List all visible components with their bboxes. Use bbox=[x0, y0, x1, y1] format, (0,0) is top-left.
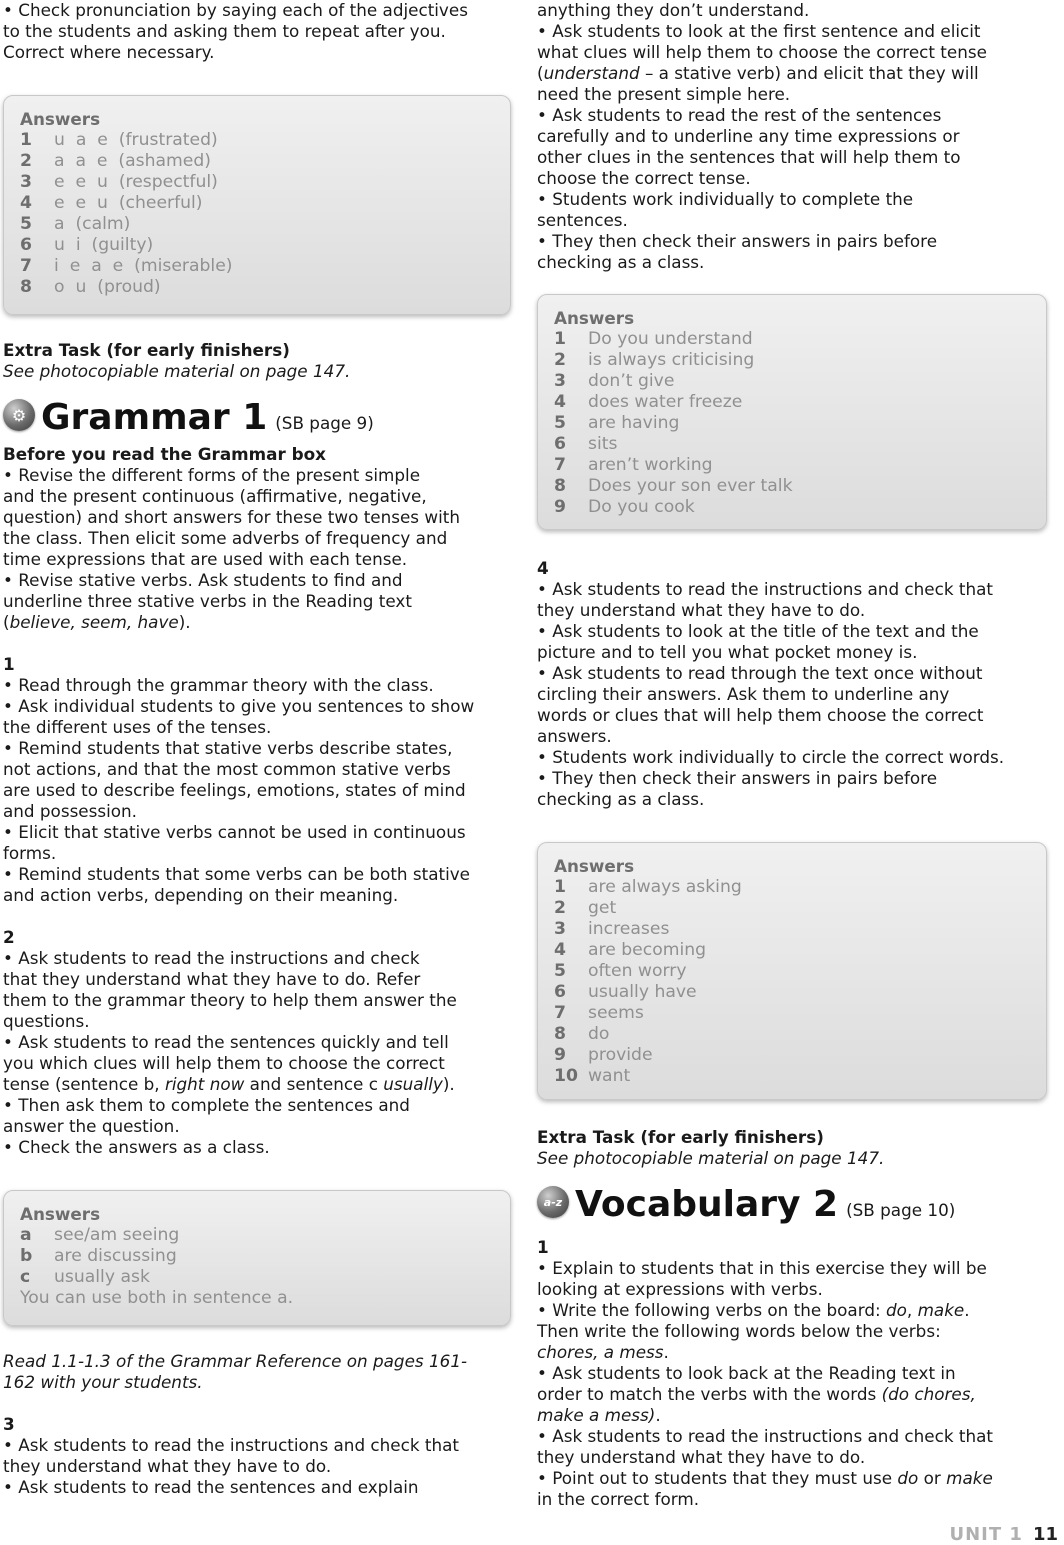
text-line: anything they don’t understand. bbox=[537, 0, 810, 20]
grammar-reference-note: Read 1.1-1.3 of the Grammar Reference on pages 161- bbox=[3, 1351, 468, 1371]
answers-title: Answers bbox=[20, 109, 101, 129]
answer-num: 5 bbox=[554, 961, 566, 981]
answer-row bbox=[20, 214, 494, 235]
text-line: the class. Then elicit some adverbs of frequency and bbox=[3, 528, 448, 548]
text-line: that they understand what they have to do. Refer bbox=[3, 969, 421, 989]
text-line: • Remind students that stative verbs describe states, bbox=[3, 738, 453, 758]
text-line: picture and to tell you what pocket money is. bbox=[537, 642, 918, 662]
answer-num: 6 bbox=[554, 982, 566, 1002]
text-line: checking as a class. bbox=[537, 789, 705, 809]
vocabulary-sb-ref: (SB page 10) bbox=[846, 1200, 956, 1220]
text-line: them to the grammar theory to help them answer the bbox=[3, 990, 457, 1010]
answer-text: are having bbox=[588, 413, 680, 433]
text-line bbox=[537, 1405, 1047, 1426]
text-line: • Ask students to read through the text once without bbox=[537, 663, 983, 683]
text-line: • Ask students to read the sentences and explain bbox=[3, 1477, 419, 1497]
text-line: time expressions that are used with each tense. bbox=[3, 549, 408, 569]
text-part: ). bbox=[442, 1074, 455, 1094]
answers-box-vocabulary bbox=[3, 95, 511, 315]
step-number: 4 bbox=[537, 558, 549, 578]
a-z-icon: a-z bbox=[537, 1186, 569, 1218]
answer-num: 8 bbox=[554, 476, 566, 496]
text-line: Then write the following words below the verbs: bbox=[537, 1321, 941, 1341]
text-line: what clues will help them to choose the correct tense bbox=[537, 42, 987, 62]
answer-row bbox=[554, 371, 1030, 392]
text-line bbox=[537, 1342, 1047, 1363]
text-part-italic: make bbox=[917, 1300, 965, 1320]
text-line: and possession. bbox=[3, 801, 138, 821]
text-line bbox=[3, 1074, 511, 1095]
answer-row bbox=[20, 1225, 494, 1246]
vocabulary-heading bbox=[537, 1179, 1047, 1225]
text-line: • Read through the grammar theory with the class. bbox=[3, 675, 434, 695]
answer-text: a (calm) bbox=[54, 214, 131, 234]
answer-row bbox=[554, 1024, 1030, 1045]
answer-num: 5 bbox=[554, 413, 566, 433]
answer-text: are discussing bbox=[54, 1246, 177, 1266]
answer-row bbox=[20, 1246, 494, 1267]
gear-icon: ⚙ bbox=[3, 399, 35, 431]
answer-row bbox=[554, 940, 1030, 961]
answer-text: increases bbox=[588, 919, 670, 939]
text-line bbox=[537, 1300, 1047, 1321]
answer-row bbox=[20, 151, 494, 172]
step-number: 3 bbox=[3, 1414, 15, 1434]
text-line: • Ask individual students to give you sentences to show bbox=[3, 696, 475, 716]
text-line bbox=[537, 1384, 1047, 1405]
answer-row bbox=[554, 877, 1030, 898]
text-line: words or clues that will help them choose the correct bbox=[537, 705, 984, 725]
text-line: • Ask students to look at the title of the text and the bbox=[537, 621, 979, 641]
answer-text: provide bbox=[588, 1045, 653, 1065]
text-line: you which clues will help them to choose the correct bbox=[3, 1053, 445, 1073]
text-part: – a stative verb bbox=[639, 63, 775, 83]
answer-num: 4 bbox=[554, 392, 566, 412]
answer-row bbox=[554, 1045, 1030, 1066]
answer-text: does water freeze bbox=[588, 392, 743, 412]
text-line: questions. bbox=[3, 1011, 90, 1031]
text-part-italic: usually bbox=[383, 1074, 443, 1094]
answer-text: don’t give bbox=[588, 371, 675, 391]
answer-text: are becoming bbox=[588, 940, 707, 960]
answer-num: 8 bbox=[20, 277, 32, 297]
step-number: 1 bbox=[3, 654, 15, 674]
text-line: they understand what they have to do. bbox=[537, 600, 866, 620]
text-line: not actions, and that the most common stative verbs bbox=[3, 759, 451, 779]
text-part-italic: believe, seem, have bbox=[9, 612, 179, 632]
answers-title: Answers bbox=[554, 308, 635, 328]
answer-text: often worry bbox=[588, 961, 687, 981]
text-part: ) and elicit that they will bbox=[774, 63, 979, 83]
answer-text: u i (guilty) bbox=[54, 235, 154, 255]
answer-num: 8 bbox=[554, 1024, 566, 1044]
answer-row bbox=[554, 919, 1030, 940]
text-line: question) and short answers for these two tenses with bbox=[3, 507, 460, 527]
extra-task-title: Extra Task (for early finishers) bbox=[537, 1127, 824, 1147]
text-line: • Then ask them to complete the sentences and bbox=[3, 1095, 410, 1115]
text-part: and sentence c bbox=[244, 1074, 384, 1094]
text-part: order to match the verbs with the words bbox=[537, 1384, 882, 1404]
text-line: carefully and to underline any time expressions or bbox=[537, 126, 960, 146]
answer-row bbox=[20, 130, 494, 151]
answer-row bbox=[554, 1003, 1030, 1024]
text-line: circling their answers. Ask them to underline any bbox=[537, 684, 950, 704]
text-line: • Students work individually to circle the correct words. bbox=[537, 747, 1005, 767]
answer-num: c bbox=[20, 1267, 31, 1287]
answer-text: Does your son ever talk bbox=[588, 476, 793, 496]
answer-row bbox=[554, 1066, 1030, 1087]
answer-num: 3 bbox=[554, 919, 566, 939]
answers-box-grammar-2 bbox=[3, 1190, 511, 1326]
answer-row bbox=[554, 497, 1030, 518]
answer-text: Do you understand bbox=[588, 329, 753, 349]
text-line: • Ask students to read the rest of the sentences bbox=[537, 105, 942, 125]
answer-text: u a e (frustrated) bbox=[54, 130, 218, 150]
answer-row bbox=[554, 898, 1030, 919]
text-line: • They then check their answers in pairs before bbox=[537, 231, 938, 251]
answer-num: 9 bbox=[554, 1045, 566, 1065]
step-number: 2 bbox=[3, 927, 15, 947]
unit-label: UNIT 1 bbox=[949, 1524, 1023, 1545]
intro-line: to the students and asking them to repeat after you. bbox=[3, 21, 446, 41]
answer-text: o u (proud) bbox=[54, 277, 161, 297]
text-line: • Check the answers as a class. bbox=[3, 1137, 270, 1157]
answer-text: get bbox=[588, 898, 617, 918]
answer-num: 2 bbox=[554, 898, 566, 918]
answer-text: usually have bbox=[588, 982, 697, 1002]
answer-num: 10 bbox=[554, 1066, 578, 1086]
text-part: ( bbox=[537, 63, 544, 83]
answer-text: i e a e (miserable) bbox=[54, 256, 233, 276]
grammar-sb-ref: (SB page 9) bbox=[275, 413, 374, 433]
answers-title: Answers bbox=[20, 1204, 101, 1224]
text-line: • Ask students to read the instructions and check that bbox=[537, 579, 993, 599]
answer-text: seems bbox=[588, 1003, 644, 1023]
answer-num: 3 bbox=[554, 371, 566, 391]
text-part: . bbox=[964, 1300, 970, 1320]
answer-row bbox=[554, 961, 1030, 982]
answers-title: Answers bbox=[554, 856, 635, 876]
answer-num: a bbox=[20, 1225, 32, 1245]
answer-row bbox=[554, 329, 1030, 350]
text-line: forms. bbox=[3, 843, 57, 863]
answer-num: 9 bbox=[554, 497, 566, 517]
text-line: looking at expressions with verbs. bbox=[537, 1279, 823, 1299]
text-line: are used to describe feelings, emotions, states of mind bbox=[3, 780, 466, 800]
text-part-italic: do bbox=[897, 1468, 919, 1488]
answer-num: 7 bbox=[554, 455, 566, 475]
text-part: • Write the following verbs on the board: bbox=[537, 1300, 886, 1320]
text-line: • They then check their answers in pairs before bbox=[537, 768, 938, 788]
step-number: 1 bbox=[537, 1237, 549, 1257]
grammar-title: Grammar 1 bbox=[41, 397, 268, 438]
answer-row bbox=[554, 350, 1030, 371]
text-part: tense (sentence b, bbox=[3, 1074, 165, 1094]
answers-box-grammar-4 bbox=[537, 842, 1047, 1100]
answer-num: 4 bbox=[20, 193, 32, 213]
answer-row bbox=[20, 256, 494, 277]
text-line: they understand what they have to do. bbox=[3, 1456, 332, 1476]
before-heading: Before you read the Grammar box bbox=[3, 444, 326, 464]
answer-text: sits bbox=[588, 434, 618, 454]
answer-text: see/am seeing bbox=[54, 1225, 180, 1245]
answer-num: 1 bbox=[554, 329, 566, 349]
text-part-italic: make a mess) bbox=[537, 1405, 656, 1425]
extra-task-title: Extra Task (for early finishers) bbox=[3, 340, 290, 360]
text-line: and action verbs, depending on their meaning. bbox=[3, 885, 399, 905]
text-line: answer the question. bbox=[3, 1116, 180, 1136]
text-line: • Explain to students that in this exercise they will be bbox=[537, 1258, 987, 1278]
answer-row bbox=[20, 277, 494, 298]
text-part-italic: understand bbox=[543, 63, 640, 83]
answer-text: want bbox=[588, 1066, 631, 1086]
text-part: , bbox=[906, 1300, 918, 1320]
text-part-italic: right now bbox=[164, 1074, 245, 1094]
vocabulary-title: Vocabulary 2 bbox=[575, 1184, 839, 1225]
answer-num: 4 bbox=[554, 940, 566, 960]
text-line: • Ask students to look at the first sentence and elicit bbox=[537, 21, 981, 41]
extra-task-text: See photocopiable material on page 147. bbox=[3, 361, 351, 381]
answer-text: e e u (respectful) bbox=[54, 172, 218, 192]
text-part-italic: make bbox=[946, 1468, 993, 1488]
text-line: the different uses of the tenses. bbox=[3, 717, 272, 737]
extra-task-text: See photocopiable material on page 147. bbox=[537, 1148, 885, 1168]
text-line: need the present simple here. bbox=[537, 84, 791, 104]
answer-num: 7 bbox=[20, 256, 32, 276]
answer-text: is always criticising bbox=[588, 350, 755, 370]
text-line: • Revise the different forms of the present simple bbox=[3, 465, 421, 485]
answer-row bbox=[20, 235, 494, 256]
answer-note: You can use both in sentence a. bbox=[20, 1288, 294, 1308]
text-line: • Ask students to read the sentences quickly and tell bbox=[3, 1032, 449, 1052]
text-part-italic: chores, a mess bbox=[537, 1342, 664, 1362]
intro-line: Correct where necessary. bbox=[3, 42, 215, 62]
answer-row bbox=[20, 172, 494, 193]
answer-row bbox=[554, 476, 1030, 497]
text-part: ). bbox=[178, 612, 191, 632]
answer-num: 5 bbox=[20, 214, 32, 234]
answer-num: 3 bbox=[20, 172, 32, 192]
text-part: . bbox=[655, 1405, 661, 1425]
text-line: sentences. bbox=[537, 210, 628, 230]
text-line: • Ask students to read the instructions and check that bbox=[537, 1426, 993, 1446]
text-part: ( bbox=[3, 612, 10, 632]
text-part: . bbox=[663, 1342, 669, 1362]
text-line: other clues in the sentences that will help them to bbox=[537, 147, 961, 167]
text-line: they understand what they have to do. bbox=[537, 1447, 866, 1467]
intro-line: • Check pronunciation by saying each of the adjectives bbox=[3, 0, 468, 20]
answer-row bbox=[554, 434, 1030, 455]
grammar-heading bbox=[3, 392, 511, 438]
answer-num: b bbox=[20, 1246, 33, 1266]
text-line: in the correct form. bbox=[537, 1489, 700, 1509]
grammar-reference-note: 162 with your students. bbox=[3, 1372, 203, 1392]
page-footer bbox=[949, 1524, 1058, 1544]
text-part-italic: do bbox=[885, 1300, 907, 1320]
text-line bbox=[537, 63, 1047, 84]
text-line bbox=[3, 612, 511, 633]
answer-row bbox=[554, 455, 1030, 476]
text-line: • Ask students to look back at the Reading text in bbox=[537, 1363, 956, 1383]
left-column bbox=[3, 0, 511, 1498]
text-part-italic: (do chores, bbox=[881, 1384, 976, 1404]
answer-row bbox=[20, 1267, 494, 1288]
answer-num: 7 bbox=[554, 1003, 566, 1023]
answer-num: 1 bbox=[554, 877, 566, 897]
answer-text: e e u (cheerful) bbox=[54, 193, 203, 213]
answer-row bbox=[554, 392, 1030, 413]
text-line: • Remind students that some verbs can be both stative bbox=[3, 864, 470, 884]
text-line: • Students work individually to complete the bbox=[537, 189, 914, 209]
text-line bbox=[537, 1468, 1047, 1489]
text-line: checking as a class. bbox=[537, 252, 705, 272]
answer-row bbox=[554, 982, 1030, 1003]
answer-num: 1 bbox=[20, 130, 32, 150]
answer-row bbox=[554, 413, 1030, 434]
answer-text: a a e (ashamed) bbox=[54, 151, 211, 171]
answer-row bbox=[20, 193, 494, 214]
text-line: • Ask students to read the instructions and check that bbox=[3, 1435, 459, 1455]
answer-text: Do you cook bbox=[588, 497, 695, 517]
text-part: • Point out to students that they must use bbox=[537, 1468, 898, 1488]
text-line: • Elicit that stative verbs cannot be used in continuous bbox=[3, 822, 466, 842]
text-part: or bbox=[918, 1468, 947, 1488]
text-line: underline three stative verbs in the Reading text bbox=[3, 591, 412, 611]
answer-num: 6 bbox=[20, 235, 32, 255]
answer-text: do bbox=[588, 1024, 610, 1044]
answers-box-grammar-3 bbox=[537, 294, 1047, 530]
text-line: choose the correct tense. bbox=[537, 168, 751, 188]
text-line: answers. bbox=[537, 726, 612, 746]
answer-text: aren’t working bbox=[588, 455, 713, 475]
answer-num: 2 bbox=[554, 350, 566, 370]
text-line: and the present continuous (affirmative, negative, bbox=[3, 486, 427, 506]
answer-text: usually ask bbox=[54, 1267, 150, 1287]
answer-num: 2 bbox=[20, 151, 32, 171]
text-line: • Revise stative verbs. Ask students to find and bbox=[3, 570, 403, 590]
text-line: • Ask students to read the instructions and check bbox=[3, 948, 420, 968]
right-column bbox=[537, 0, 1047, 1510]
answer-text: are always asking bbox=[588, 877, 742, 897]
answer-num: 6 bbox=[554, 434, 566, 454]
page-number: 11 bbox=[1032, 1524, 1058, 1545]
